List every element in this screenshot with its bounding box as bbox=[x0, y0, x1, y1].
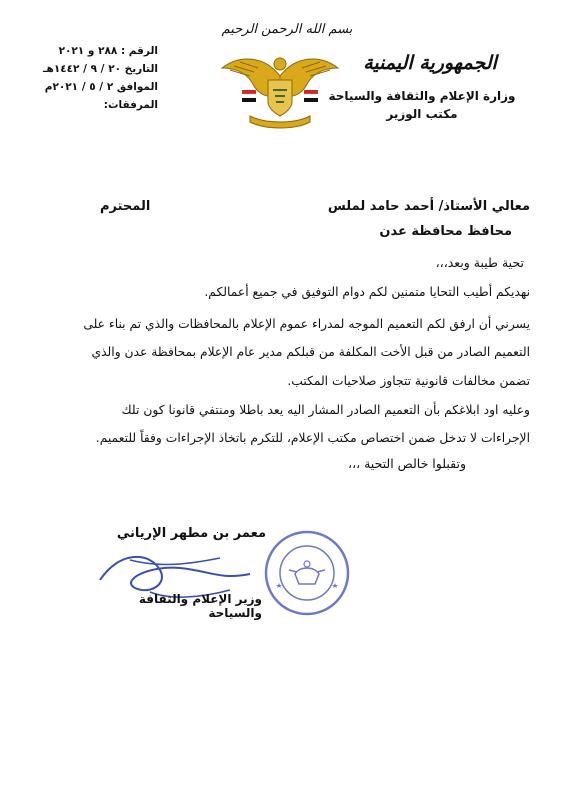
paragraph-line: الإجراءات لا تدخل ضمن اختصاص مكتب الإعلام، للتكرم باتخاذ الإجراءات وفقاً للتعميم. bbox=[95, 431, 530, 445]
signatory-name: معمر بن مطهر الإرياني bbox=[116, 526, 266, 541]
paragraph-line: تضمن مخالفات قانونية تتجاوز صلاحيات المكتب. bbox=[287, 374, 530, 388]
letterhead-office: مكتب الوزير bbox=[386, 107, 458, 121]
meta-attach-row bbox=[18, 96, 158, 114]
ref-label: الرقم : bbox=[120, 45, 158, 57]
closing: وتقبلوا خالص التحية ،،، bbox=[348, 456, 466, 471]
addressee-title: محافظ محافظة عدن bbox=[379, 224, 512, 239]
paragraph-line: نهديكم أطيب التحايا متمنين لكم دوام التوفيق في جميع أعمالكم. bbox=[204, 285, 530, 299]
equiv-value: ٢ / ٥ / ٢٠٢١م bbox=[44, 81, 114, 93]
meta-equiv-row bbox=[18, 78, 158, 96]
paragraph-line: وعليه اود ابلاغكم بأن التعميم الصادر المشار اليه يعد باطلا ومنتفي قانونا كون تلك bbox=[121, 403, 530, 417]
letterhead-country: الجمهورية اليمنية bbox=[363, 52, 497, 74]
date-value: ٢٠ / ٩ / ١٤٤٢هـ bbox=[42, 63, 122, 75]
bismillah: بسم الله الرحمن الرحيم bbox=[221, 22, 353, 37]
addressee: معالي الأستاذ/ أحمد حامد لملس bbox=[327, 199, 530, 214]
eagle-emblem-icon bbox=[220, 46, 340, 136]
greeting: تحية طيبة وبعد،،، bbox=[435, 255, 524, 270]
official-stamp bbox=[262, 528, 352, 618]
signatory-title: وزير الإعلام والثقافة والسياحة bbox=[138, 592, 262, 620]
meta-block bbox=[18, 42, 158, 114]
equiv-label: الموافق bbox=[116, 81, 158, 93]
meta-date-row bbox=[18, 60, 158, 78]
paragraph-line: يسرني أن ارفق لكم التعميم الموجه لمدراء عموم الإعلام بالمحافظات والذي تم بناء على bbox=[83, 317, 530, 331]
date-label: التاريخ bbox=[124, 63, 158, 75]
honorific: المحترم bbox=[100, 199, 151, 214]
paragraph-line: التعميم الصادر من قبل الأخت المكلفة من قبلكم مدير عام الإعلام بمحافظة عدن والذي bbox=[91, 345, 530, 359]
meta-ref-row bbox=[18, 42, 158, 60]
attach-label: المرفقات: bbox=[103, 99, 158, 111]
letterhead-ministry: وزارة الإعلام والثقافة والسياحة bbox=[328, 89, 516, 103]
ref-value: ٢٨٨ و ٢٠٢١ bbox=[58, 45, 118, 57]
